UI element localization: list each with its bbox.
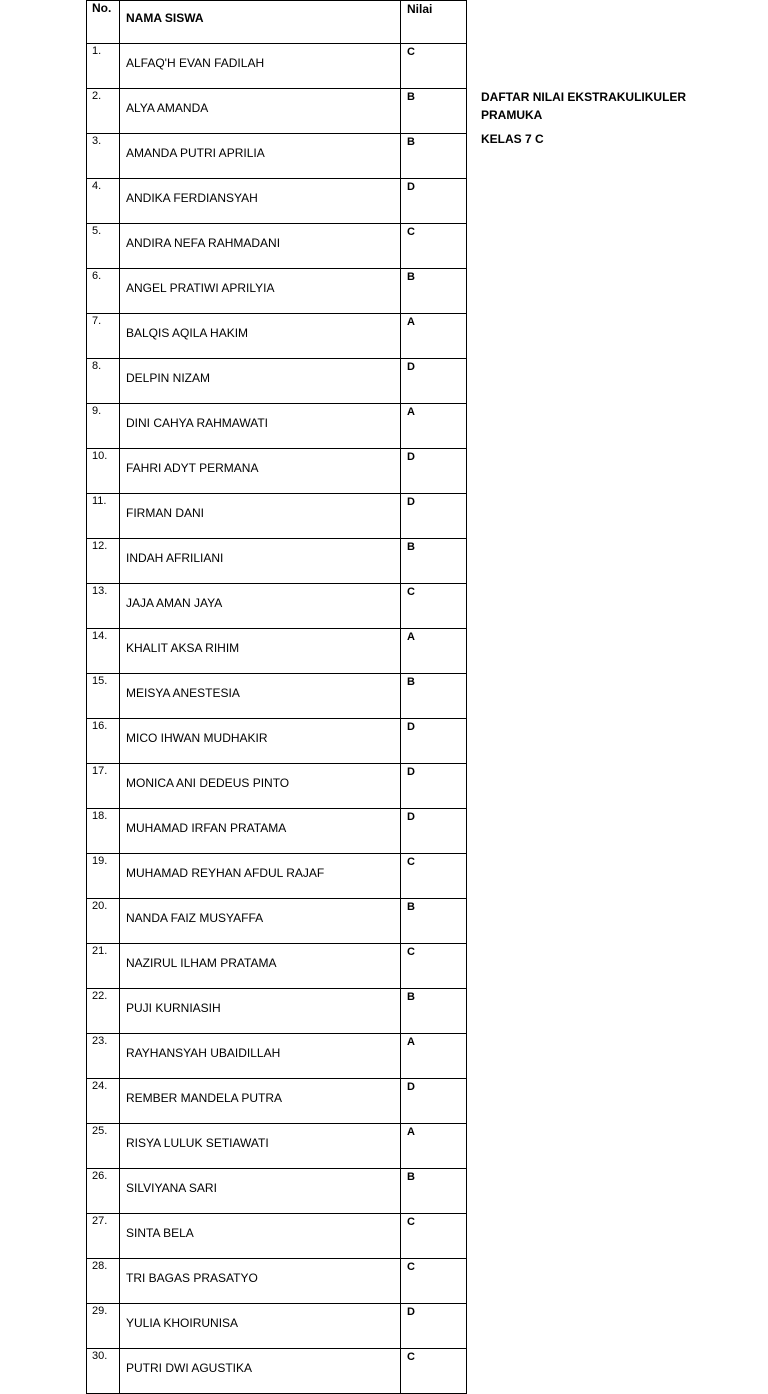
student-name: PUJI KURNIASIH: [120, 989, 401, 1034]
student-grade: B: [401, 1169, 467, 1214]
row-number: 11.: [87, 494, 120, 539]
table-row: [87, 44, 467, 89]
table-row: [87, 134, 467, 179]
table-row: [87, 1034, 467, 1079]
table-row: [87, 449, 467, 494]
table-row: [87, 1304, 467, 1349]
row-number: 12.: [87, 539, 120, 584]
student-name: FIRMAN DANI: [120, 494, 401, 539]
student-name: REMBER MANDELA PUTRA: [120, 1079, 401, 1124]
student-name: MEISYA ANESTESIA: [120, 674, 401, 719]
student-name: SILVIYANA SARI: [120, 1169, 401, 1214]
row-number: 15.: [87, 674, 120, 719]
row-number: 29.: [87, 1304, 120, 1349]
table-row: [87, 1079, 467, 1124]
grades-table: [86, 0, 467, 1394]
student-name: PUTRI DWI AGUSTIKA: [120, 1349, 401, 1394]
row-number: 17.: [87, 764, 120, 809]
row-number: 1.: [87, 44, 120, 89]
student-name: YULIA KHOIRUNISA: [120, 1304, 401, 1349]
table-row: [87, 89, 467, 134]
student-grade: C: [401, 584, 467, 629]
table-row: [87, 224, 467, 269]
row-number: 21.: [87, 944, 120, 989]
row-number: 6.: [87, 269, 120, 314]
student-grade: D: [401, 179, 467, 224]
student-grade: A: [401, 1034, 467, 1079]
table-row: [87, 1169, 467, 1214]
table-row: [87, 629, 467, 674]
table-row: [87, 359, 467, 404]
student-grade: A: [401, 1124, 467, 1169]
student-grade: B: [401, 674, 467, 719]
student-grade: B: [401, 269, 467, 314]
student-name: ANDIKA FERDIANSYAH: [120, 179, 401, 224]
row-number: 3.: [87, 134, 120, 179]
row-number: 13.: [87, 584, 120, 629]
table-row: [87, 944, 467, 989]
table-header-row: [87, 1, 467, 44]
student-grade: B: [401, 134, 467, 179]
student-name: BALQIS AQILA HAKIM: [120, 314, 401, 359]
student-grade: C: [401, 944, 467, 989]
table-row: [87, 1259, 467, 1304]
student-grade: B: [401, 539, 467, 584]
table-row: [87, 314, 467, 359]
row-number: 2.: [87, 89, 120, 134]
student-name: MONICA ANI DEDEUS PINTO: [120, 764, 401, 809]
row-number: 18.: [87, 809, 120, 854]
table-row: [87, 494, 467, 539]
row-number: 7.: [87, 314, 120, 359]
column-header-name: NAMA SISWA: [120, 1, 401, 44]
row-number: 26.: [87, 1169, 120, 1214]
document-title: DAFTAR NILAI EKSTRAKULIKULER PRAMUKA: [481, 90, 687, 122]
row-number: 9.: [87, 404, 120, 449]
table-row: [87, 584, 467, 629]
student-name: RAYHANSYAH UBAIDILLAH: [120, 1034, 401, 1079]
table-row: [87, 179, 467, 224]
table-row: [87, 269, 467, 314]
student-name: KHALIT AKSA RIHIM: [120, 629, 401, 674]
student-name: DELPIN NIZAM: [120, 359, 401, 404]
row-number: 28.: [87, 1259, 120, 1304]
student-grade: D: [401, 359, 467, 404]
student-grade: A: [401, 314, 467, 359]
student-grade: D: [401, 494, 467, 539]
student-name: MUHAMAD IRFAN PRATAMA: [120, 809, 401, 854]
student-name: ALYA AMANDA: [120, 89, 401, 134]
table-row: [87, 719, 467, 764]
student-name: ALFAQ'H EVAN FADILAH: [120, 44, 401, 89]
row-number: 22.: [87, 989, 120, 1034]
row-number: 20.: [87, 899, 120, 944]
student-grade: D: [401, 764, 467, 809]
row-number: 30.: [87, 1349, 120, 1394]
student-grade: C: [401, 1259, 467, 1304]
student-grade: D: [401, 1304, 467, 1349]
table-row: [87, 899, 467, 944]
table-row: [87, 1214, 467, 1259]
row-number: 23.: [87, 1034, 120, 1079]
student-grade: B: [401, 989, 467, 1034]
row-number: 19.: [87, 854, 120, 899]
row-number: 5.: [87, 224, 120, 269]
student-name: FAHRI ADYT PERMANA: [120, 449, 401, 494]
table-row: [87, 854, 467, 899]
row-number: 10.: [87, 449, 120, 494]
row-number: 8.: [87, 359, 120, 404]
student-name: ANGEL PRATIWI APRILYIA: [120, 269, 401, 314]
student-grade: C: [401, 224, 467, 269]
student-grade: C: [401, 1349, 467, 1394]
student-name: INDAH AFRILIANI: [120, 539, 401, 584]
student-name: MICO IHWAN MUDHAKIR: [120, 719, 401, 764]
student-grade: B: [401, 89, 467, 134]
student-name: DINI CAHYA RAHMAWATI: [120, 404, 401, 449]
row-number: 24.: [87, 1079, 120, 1124]
student-name: ANDIRA NEFA RAHMADANI: [120, 224, 401, 269]
table-row: [87, 1349, 467, 1394]
row-number: 14.: [87, 629, 120, 674]
student-grade: D: [401, 719, 467, 764]
table-row: [87, 989, 467, 1034]
student-grade: A: [401, 404, 467, 449]
table-row: [87, 404, 467, 449]
student-grade: A: [401, 629, 467, 674]
student-name: SINTA BELA: [120, 1214, 401, 1259]
table-row: [87, 539, 467, 584]
row-number: 25.: [87, 1124, 120, 1169]
student-grade: C: [401, 854, 467, 899]
student-grade: D: [401, 809, 467, 854]
column-header-grade: Nilai: [401, 1, 467, 44]
student-name: MUHAMAD REYHAN AFDUL RAJAF: [120, 854, 401, 899]
table-row: [87, 809, 467, 854]
student-grade: C: [401, 1214, 467, 1259]
table-body: [87, 44, 467, 1394]
row-number: 27.: [87, 1214, 120, 1259]
student-grade: C: [401, 44, 467, 89]
student-name: TRI BAGAS PRASATYO: [120, 1259, 401, 1304]
student-name: NAZIRUL ILHAM PRATAMA: [120, 944, 401, 989]
table-row: [87, 1124, 467, 1169]
student-grade: B: [401, 899, 467, 944]
student-name: AMANDA PUTRI APRILIA: [120, 134, 401, 179]
table-row: [87, 674, 467, 719]
student-name: JAJA AMAN JAYA: [120, 584, 401, 629]
table-row: [87, 764, 467, 809]
column-header-no: No.: [87, 1, 120, 44]
student-name: NANDA FAIZ MUSYAFFA: [120, 899, 401, 944]
class-label: KELAS 7 C: [481, 132, 544, 146]
row-number: 4.: [87, 179, 120, 224]
student-grade: D: [401, 1079, 467, 1124]
student-name: RISYA LULUK SETIAWATI: [120, 1124, 401, 1169]
student-grade: D: [401, 449, 467, 494]
row-number: 16.: [87, 719, 120, 764]
